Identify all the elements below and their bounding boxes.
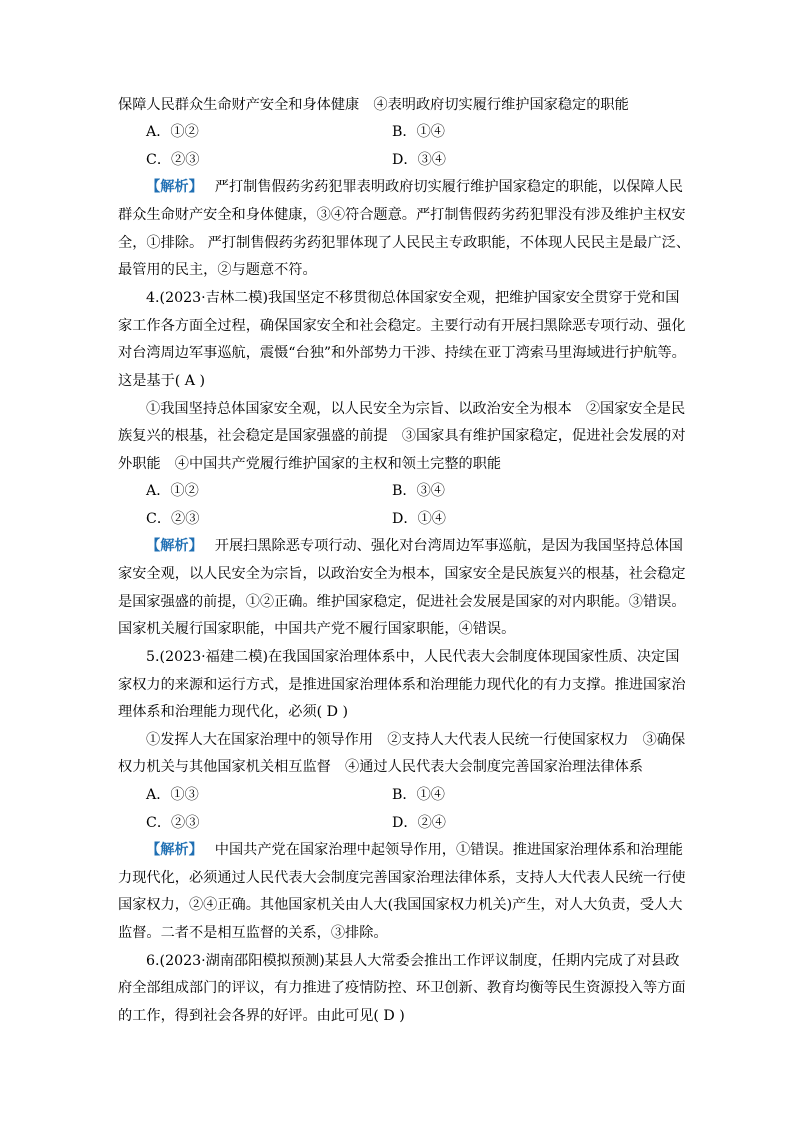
option-c: C．②③	[146, 152, 200, 168]
statement-line: 外职能 ④中国共产党履行维护国家的主权和领土完整的职能	[118, 456, 502, 472]
statement-line: 保障人民群众生命财产安全和身体健康 ④表明政府切实履行维护国家稳定的职能	[118, 97, 629, 113]
question-4-line: 家工作各方面全过程，确保国家安全和社会稳定。主要行动有开展扫黑除恶专项行动、强化	[118, 318, 686, 334]
statement-line: ①发挥人大在国家治理中的领导作用 ②支持人大代表人民统一行使国家权力 ③确保	[146, 732, 686, 748]
analysis-tag: 【解析】	[146, 179, 203, 195]
question-4-line: 这是基于( A )	[118, 373, 206, 389]
analysis-tag: 【解析】	[146, 842, 203, 858]
option-a: A．①②	[146, 483, 199, 499]
analysis-tag: 【解析】	[146, 538, 203, 554]
question-6-line: 的工作，得到社会各界的好评。由此可见( D )	[118, 1008, 405, 1024]
option-a: A．①②	[146, 124, 199, 140]
analysis-line: 力现代化，必须通过人民代表大会制度完善国家治理法律体系，支持人大代表人民统一行使	[118, 870, 686, 886]
analysis-line: 【解析】 严打制售假药劣药犯罪表明政府切实履行维护国家稳定的职能，以保障人民	[146, 179, 683, 195]
question-6-line: 府全部组成部门的评议，有力推进了疫情防控、环卫创新、教育均衡等民生资源投入等方面	[118, 980, 686, 996]
option-b: B．①④	[392, 124, 445, 140]
question-5-line: 理体系和治理能力现代化，必须( D )	[118, 704, 349, 720]
question-5-line: 5.(2023·福建二模)在我国国家治理体系中，人民代表大会制度体现国家性质、决定国	[146, 649, 680, 665]
analysis-line: 全，①排除。 严打制售假药劣药犯罪体现了人民民主专政职能，不体现人民民主是最广泛、	[118, 235, 691, 251]
statement-line: 族复兴的根基，社会稳定是国家强盛的前提 ③国家具有维护国家稳定，促进社会发展的对	[118, 428, 686, 444]
analysis-line: 群众生命财产安全和身体健康，③④符合题意。严打制售假药劣药犯罪没有涉及维护主权安	[118, 207, 686, 223]
analysis-line: 最管用的民主，②与题意不符。	[118, 262, 317, 278]
question-4-line: 对台湾周边军事巡航，震慑“台独”和外部势力干涉、持续在亚丁湾索马里海域进行护航等。	[118, 345, 686, 361]
option-c: C．②③	[146, 511, 200, 527]
analysis-line: 是国家强盛的前提，①②正确。维护国家稳定，促进社会发展是国家的对内职能。③错误。	[118, 594, 686, 610]
option-c: C．②③	[146, 815, 200, 831]
option-d: D．①④	[392, 511, 446, 527]
statement-line: 权力机关与其他国家机关相互监督 ④通过人民代表大会制度完善国家治理法律体系	[118, 759, 643, 775]
analysis-line: 【解析】 开展扫黑除恶专项行动、强化对台湾周边军事巡航，是因为我国坚持总体国	[146, 538, 683, 554]
option-a: A．①③	[146, 787, 199, 803]
question-6-line: 6.(2023·湖南邵阳模拟预测)某县人大常委会推出工作评议制度，任期内完成了对县政	[146, 953, 680, 969]
analysis-line: 国家权力，②④正确。其他国家机关由人大(我国国家权力机关)产生，对人大负责，受人大	[118, 897, 683, 913]
analysis-line: 国家机关履行国家职能，中国共产党不履行国家职能，④错误。	[118, 621, 516, 637]
option-d: D．③④	[392, 152, 446, 168]
option-d: D．②④	[392, 815, 446, 831]
question-4-line: 4.(2023·吉林二模)我国坚定不移贯彻总体国家安全观，把维护国家安全贯穿于党和国	[146, 290, 680, 306]
option-b: B．①④	[392, 787, 445, 803]
analysis-line: 家安全观，以人民安全为宗旨，以政治安全为根本，国家安全是民族复兴的根基，社会稳定	[118, 566, 686, 582]
question-5-line: 家权力的来源和运行方式，是推进国家治理体系和治理能力现代化的有力支撑。推进国家治	[118, 677, 686, 693]
analysis-line: 【解析】 中国共产党在国家治理中起领导作用，①错误。推进国家治理体系和治理能	[146, 842, 683, 858]
statement-line: ①我国坚持总体国家安全观，以人民安全为宗旨、以政治安全为根本 ②国家安全是民	[146, 401, 686, 417]
analysis-line: 监督。二者不是相互监督的关系，③排除。	[118, 925, 388, 941]
option-b: B．③④	[392, 483, 445, 499]
